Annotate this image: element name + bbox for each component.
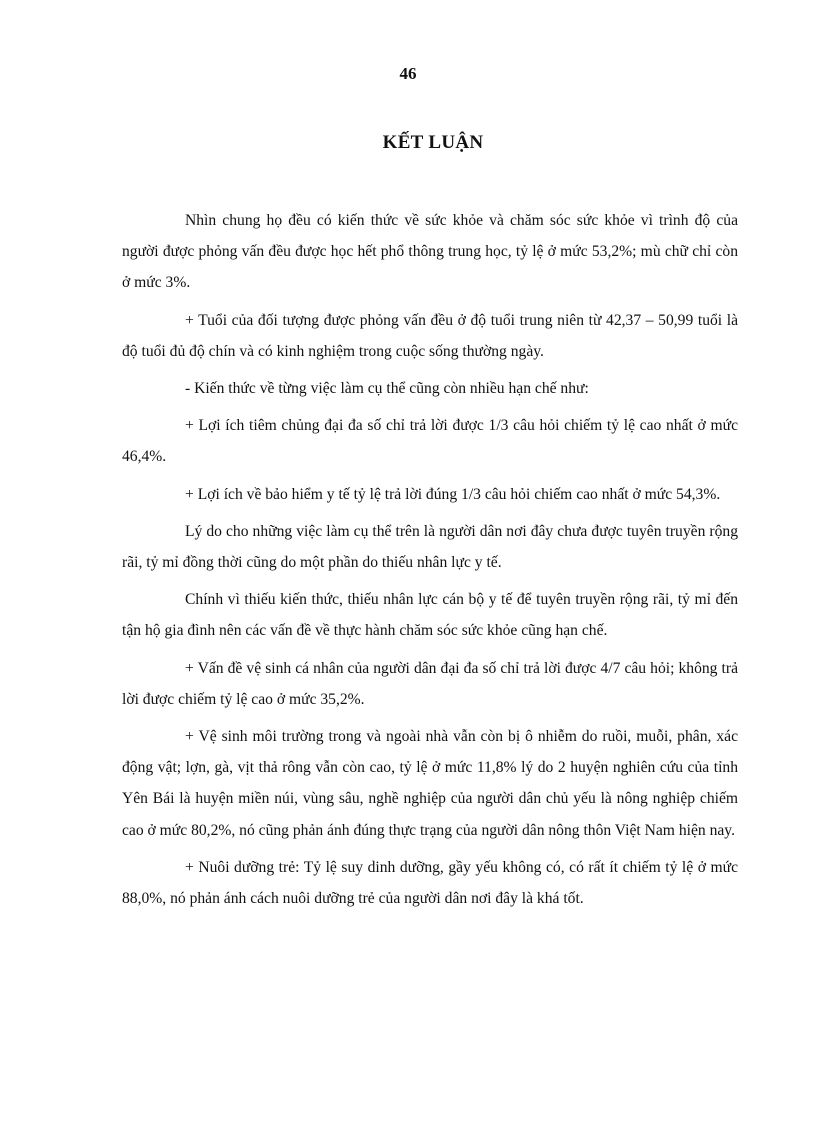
- page-title: KẾT LUẬN: [382, 132, 484, 153]
- body-text: [122, 205, 738, 920]
- paragraph-reasons: Lý do cho những việc làm cụ thể trên là người dân nơi đây chưa được tuyên truyền rộng rãi, tỷ mỉ đồng thời cũng do một phần do thiếu nhân lực y tế.: [122, 522, 738, 572]
- paragraph-knowledge-limits: - Kiến thức về từng việc làm cụ thể cũng còn nhiều hạn chế như:: [185, 380, 589, 398]
- paragraph-practice-limits: Chính vì thiếu kiến thức, thiếu nhân lực cán bộ y tế để tuyên truyền rộng rãi, tỷ mỉ đến tận hộ gia đình nên các vấn đề về thực hành chăm sóc sức khỏe cũng hạn chế.: [122, 591, 738, 640]
- paragraph-personal-hygiene: + Vấn đề vệ sinh cá nhân của người dân đại đa số chỉ trả lời được 4/7 câu hỏi; không trả lời được chiếm tỷ lệ cao ở mức 35,2%.: [122, 659, 738, 708]
- paragraph-vaccination: + Lợi ích tiêm chủng đại đa số chỉ trả lời được 1/3 câu hỏi chiếm tỷ lệ cao nhất ở mức 46,4%.: [122, 417, 738, 466]
- paragraph-child-nutrition: + Nuôi dưỡng trẻ: Tỷ lệ suy dinh dưỡng, gầy yếu không có, có rất ít chiếm tỷ lệ ở mức 88,0%, nó phản ánh cách nuôi dưỡng trẻ của người dân nơi đây là khá tốt.: [122, 858, 738, 908]
- paragraph-environment-hygiene: + Vệ sinh môi trường trong và ngoài nhà vẫn còn bị ô nhiễm do ruồi, muỗi, phân, xác động vật; lợn, gà, vịt thả rông vẫn còn cao, tỷ lệ ở mức 11,8% lý do 2 huyện nghiên cứu của tỉnh Yên Bái là huyện miền núi, vùng sâu, nghề nghiệp của người dân chủ yếu là nông nghiệp chiếm cao ở mức 80,2%, nó cũng phản ánh đúng thực trạng của người dân nông thôn Việt Nam hiện nay.: [122, 728, 738, 839]
- paragraph-health-insurance: + Lợi ích về bảo hiểm y tế tỷ lệ trả lời đúng 1/3 câu hỏi chiếm cao nhất ở mức 54,3%.: [185, 485, 721, 503]
- page-number: 46: [399, 64, 417, 83]
- paragraph-overview: Nhìn chung họ đều có kiến thức về sức khỏe và chăm sóc sức khỏe vì trình độ của người được phỏng vấn đều được học hết phổ thông trung học, tỷ lệ ở mức 53,2%; mù chữ chỉ còn ở mức 3%.: [122, 212, 738, 292]
- paragraph-age: + Tuổi của đối tượng được phỏng vấn đều ở độ tuổi trung niên từ 42,37 – 50,99 tuổi là độ tuổi đủ độ chín và có kinh nghiệm trong cuộc sống thường ngày.: [122, 311, 738, 360]
